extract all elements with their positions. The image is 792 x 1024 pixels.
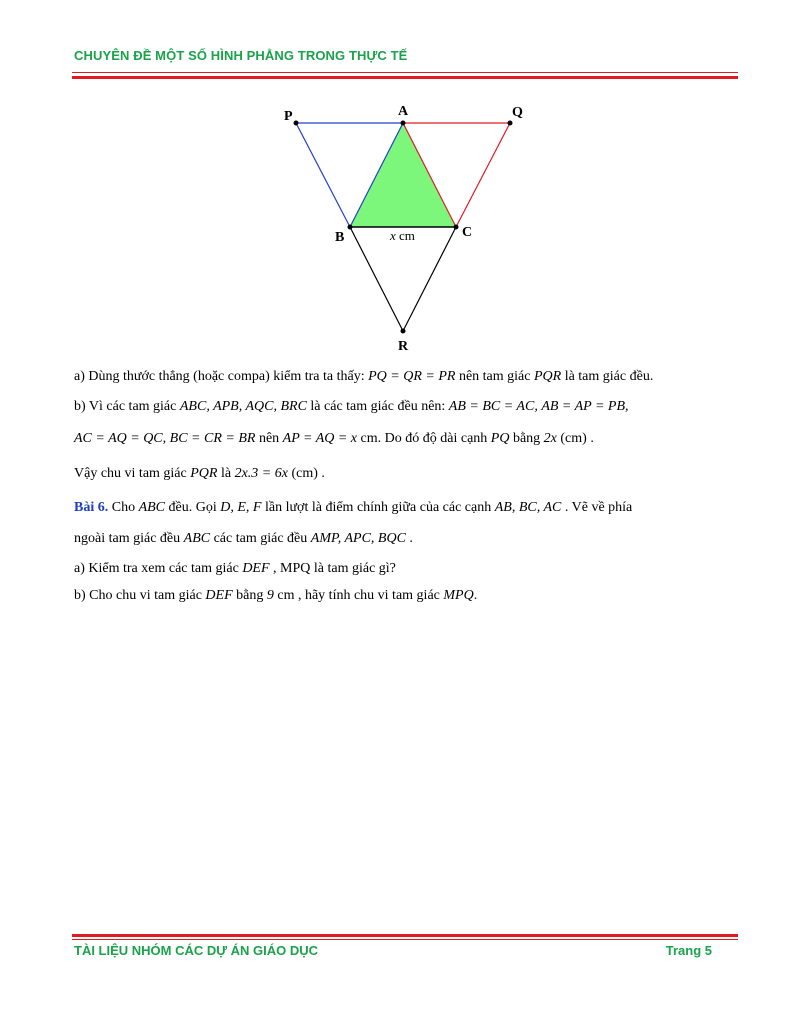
header-rule-thin [72, 72, 738, 73]
footer-page-number: Trang 5 [665, 943, 712, 958]
header-rule-thick [72, 76, 738, 79]
exercise-6-label: Bài 6. [74, 500, 109, 515]
point-r [401, 329, 406, 334]
triangle-abc-fill [350, 123, 456, 227]
exercise-6-question-b: b) Cho chu vi tam giác DEF bằng 9 cm , hãy tính chu vi tam giác MPQ. [74, 588, 478, 603]
solution-line-b1: b) Vì các tam giác ABC, APB, AQC, BRC là các tam giác đều nên: AB = BC = AC, AB = AP = PB, [74, 399, 629, 414]
footer-rule-thick [72, 934, 738, 937]
label-r: R [398, 339, 409, 354]
footer-left-text: TÀI LIỆU NHÓM CÁC DỰ ÁN GIÁO DỤC [74, 943, 319, 958]
solution-line-a: a) Dùng thước thẳng (hoặc compa) kiểm tra ta thấy: PQ = QR = PR nên tam giác PQR là tam giác đều. [74, 369, 654, 384]
solution-line-conclusion: Vậy chu vi tam giác PQR là 2x.3 = 6x (cm) . [74, 466, 325, 481]
footer-rule-thin [72, 939, 738, 940]
segment-pb [296, 123, 350, 227]
point-c [454, 225, 459, 230]
exercise-6-line-2: ngoài tam giác đều ABC các tam giác đều AMP, APC, BQC . [74, 531, 413, 546]
exercise-6-line-1: Bài 6. Cho ABC đều. Gọi D, E, F lần lượt là điểm chính giữa của các cạnh AB, BC, AC . Vẽ về phía [74, 500, 633, 515]
exercise-6-question-a: a) Kiểm tra xem các tam giác DEF , MPQ là tam giác gì? [74, 561, 396, 576]
label-q: Q [512, 105, 523, 120]
side-length-label: x cm [390, 228, 415, 243]
segment-qc [456, 123, 510, 227]
geometry-figure [270, 96, 540, 362]
header-title: CHUYÊN ĐỀ MỘT SỐ HÌNH PHẲNG TRONG THỰC TẾ [74, 48, 408, 63]
solution-line-b2: AC = AQ = QC, BC = CR = BR nên AP = AQ = x cm. Do đó độ dài cạnh PQ bằng 2x (cm) . [74, 431, 594, 446]
triangle-diagram [270, 96, 540, 362]
label-c: C [462, 225, 473, 240]
label-b: B [335, 230, 345, 245]
point-b [348, 225, 353, 230]
point-a [401, 121, 406, 126]
point-p [294, 121, 299, 126]
label-a: A [398, 104, 409, 119]
label-p: P [284, 109, 293, 124]
point-q [508, 121, 513, 126]
